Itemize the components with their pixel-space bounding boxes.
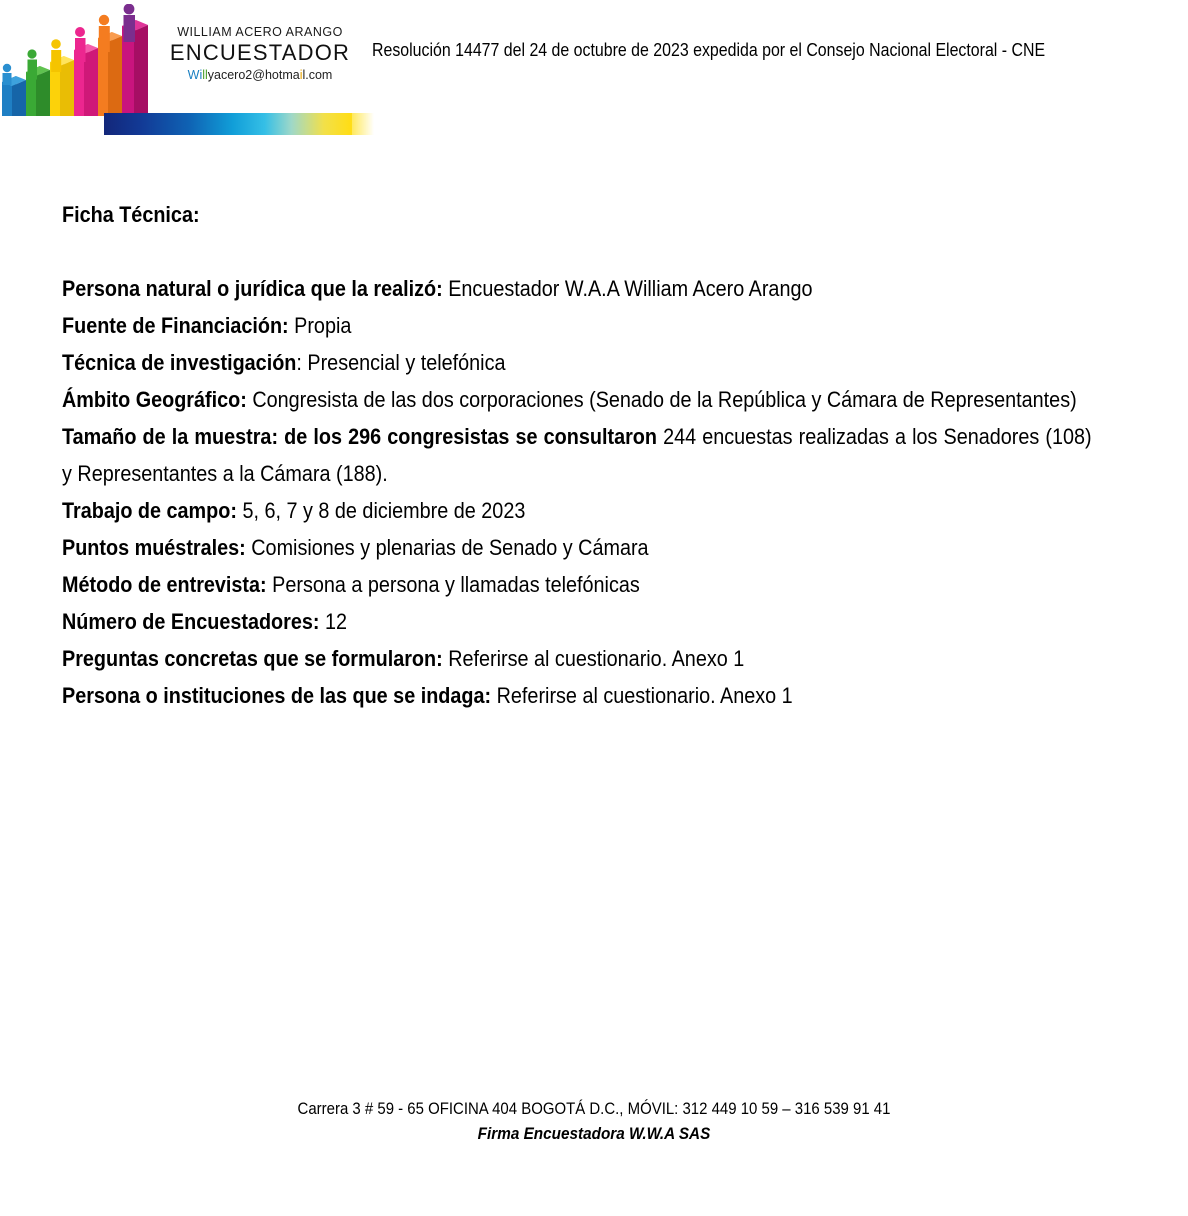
logo-role: ENCUESTADOR bbox=[169, 39, 351, 65]
ascending-bars-people-icon bbox=[2, 4, 150, 116]
entry-persona-natural bbox=[62, 270, 1092, 307]
logo-email-part-5: l.com bbox=[302, 67, 333, 82]
company-logo bbox=[0, 0, 372, 133]
entry-tecnica-investigacion bbox=[62, 344, 1092, 381]
entry-label: Persona natural o jurídica que la realizó: bbox=[62, 276, 443, 301]
entry-preguntas-concretas bbox=[62, 640, 1092, 677]
entry-label: Puntos muéstrales: bbox=[62, 535, 246, 560]
entry-value: Persona a persona y llamadas telefónicas bbox=[266, 572, 640, 597]
footer-firm-name: Firma Encuestadora W.W.A SAS bbox=[477, 1124, 711, 1143]
entry-value: Referirse al cuestionario. Anexo 1 bbox=[442, 646, 745, 671]
page-title: Ficha Técnica: bbox=[62, 202, 200, 227]
entry-value: 12 bbox=[319, 609, 347, 634]
logo-email-part-3: yacero2@hotma bbox=[207, 67, 300, 82]
gradient-strip-fade bbox=[352, 113, 374, 135]
document-footer bbox=[0, 1096, 1188, 1146]
entry-label: Fuente de Financiación: bbox=[62, 313, 289, 338]
entry-ambito-geografico bbox=[62, 381, 1092, 418]
letterhead bbox=[0, 0, 1188, 140]
title-spacer bbox=[62, 233, 1092, 270]
entry-label: Técnica de investigación bbox=[62, 350, 297, 375]
entry-value: Congresista de las dos corporaciones (Senado de la República y Cámara de Representantes) bbox=[246, 387, 1077, 412]
entry-label: Tamaño de la muestra: de los 296 congresistas se consultaron bbox=[62, 424, 657, 449]
entry-persona-instituciones bbox=[62, 677, 1092, 714]
logo-company-name: WILLIAM ACERO ARANGO bbox=[177, 25, 343, 39]
entry-value: 5, 6, 7 y 8 de diciembre de 2023 bbox=[236, 498, 526, 523]
logo-email-part-4: i bbox=[299, 67, 303, 82]
logo-email bbox=[160, 69, 360, 82]
entry-puntos-muestrales bbox=[62, 529, 1092, 566]
entry-value: Referirse al cuestionario. Anexo 1 bbox=[491, 683, 793, 708]
logo-email-part-2: ll bbox=[202, 67, 208, 82]
entry-value: Encuestador W.A.A William Acero Arango bbox=[442, 276, 813, 301]
entry-tamano-muestra bbox=[62, 418, 1092, 492]
document-body bbox=[62, 196, 1092, 714]
entry-value: Comisiones y plenarias de Senado y Cámara bbox=[245, 535, 649, 560]
entry-label: Persona o instituciones de las que se indaga: bbox=[62, 683, 492, 708]
entry-value: 244 encuestas realizadas a los Senadores (108) y Representantes a la Cámara (188). bbox=[62, 424, 1092, 486]
logo-email-part-1: Wi bbox=[187, 67, 203, 82]
gradient-strip bbox=[104, 113, 372, 135]
entry-metodo-entrevista bbox=[62, 566, 1092, 603]
entry-value: Propia bbox=[288, 313, 352, 338]
entry-label: Preguntas concretas que se formularon: bbox=[62, 646, 443, 671]
entry-numero-encuestadores bbox=[62, 603, 1092, 640]
entry-label: Método de entrevista: bbox=[62, 572, 267, 597]
logo-text-block bbox=[160, 26, 360, 81]
resolution-note: Resolución 14477 del 24 de octubre de 2023 expedida por el Consejo Nacional Electoral - CNE bbox=[372, 39, 1046, 60]
entry-fuente-financiacion bbox=[62, 307, 1092, 344]
entry-label: Número de Encuestadores: bbox=[62, 609, 320, 634]
entry-trabajo-campo bbox=[62, 492, 1092, 529]
entry-label: Ámbito Geográfico: bbox=[62, 387, 247, 412]
entry-label: Trabajo de campo: bbox=[62, 498, 237, 523]
footer-address: Carrera 3 # 59 - 65 OFICINA 404 BOGOTÁ D.C., MÓVIL: 312 449 10 59 – 316 539 91 41 bbox=[297, 1099, 891, 1118]
entry-value: : Presencial y telefónica bbox=[296, 350, 506, 375]
